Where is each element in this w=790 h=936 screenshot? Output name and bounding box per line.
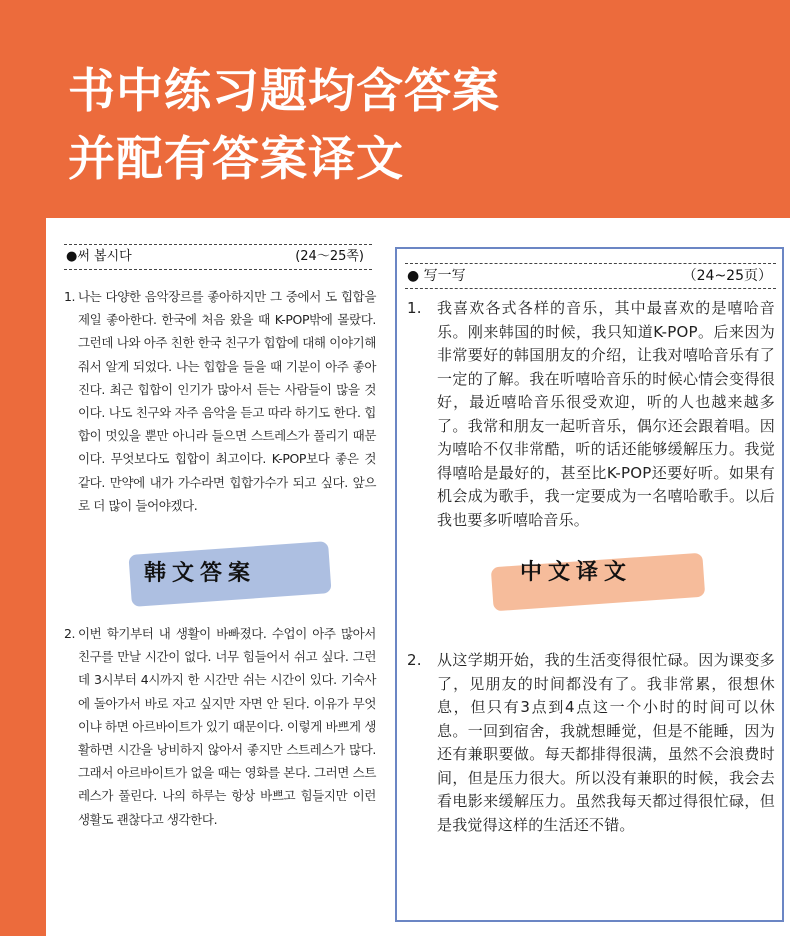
korean-section-header <box>64 244 372 270</box>
chinese-item-number: 2. <box>407 651 422 669</box>
chinese-translation-item-1 <box>405 297 775 532</box>
chinese-translation-item-2 <box>405 649 775 837</box>
korean-item-text: 나는 다양한 음악장르를 좋아하지만 그 중에서 도 힙합을 제일 좋아한다. 한국에 처음 왔을 때 K-POP밖에 몰랐다. 그런데 나와 아주 친한 한국 친구가 힙합에 대해 이야기해 줘서 알게 되었다. 나는 힙합을 들을 때 기분이 아주 좋아진다. 최근 힙합이 인기가 많아서 듣는 사람들이 많을 것이다. 나도 친구와 자주 음악을 듣고 따라 하기도 한다. 힙합이 멋있을 뿐만 아니라 들으면 스트레스가 풀리기 때문이다. 무엇보다도 힙합이 최고이다. K-POP보다 좋은 것 같다. 만약에 내가 가수라면 힙합가수가 되고 싶다. 앞으로 더 많이 들어야겠다. <box>78 289 376 513</box>
korean-item-number: 1. <box>64 289 76 304</box>
chinese-translation-stamp: 中文译文 <box>520 560 633 585</box>
banner-title-line1: 书中练习题均含答案 <box>68 64 500 119</box>
chinese-section-title: ● 写一写 <box>407 268 466 284</box>
chinese-item-number: 1. <box>407 299 422 317</box>
chinese-section-pages: （24~25页） <box>682 268 772 284</box>
banner-title <box>68 58 500 194</box>
banner-title-line2: 并配有答案译文 <box>68 132 404 187</box>
korean-item-number: 2. <box>64 626 76 641</box>
chinese-item-text: 从这学期开始，我的生活变得很忙碌。因为课变多了，见朋友的时间都没有了。我非常累，很想休息，但只有3点到4点这一个小时的时间可以休息。一回到宿舍，我就想睡觉，但是不能睡，因为还有兼职要做。每天都排得很满，虽然不会浪费时间，但是压力很大。所以没有兼职的时候，我会去看电影来缓解压力。虽然我每天都过得很忙碌，但是我觉得这样的生活还不错。 <box>437 651 775 834</box>
korean-answer-item-2 <box>64 622 376 831</box>
left-accent-strip <box>0 218 46 936</box>
header-banner <box>0 0 790 218</box>
korean-answer-item-1 <box>64 285 376 517</box>
korean-section-pages: (24～25쪽) <box>295 249 364 264</box>
korean-item-text: 이번 학기부터 내 생활이 바빠졌다. 수업이 아주 많아서 친구를 만날 시간이 없다. 너무 힘들어서 쉬고 싶다. 그런데 3시부터 4시까지 한 시간만 쉬는 시간이 있다. 기숙사에 돌아가서 바로 자고 싶지만 자면 안 된다. 이유가 무엇이냐 하면 아르바이트가 있기 때문이다. 이렇게 바쁘게 생활하면 시간을 낭비하지 않아서 좋지만 스트레스가 많다. 그래서 아르바이트가 없을 때는 영화를 본다. 그러면 스트레스가 풀린다. 나의 하루는 항상 바쁘고 힘들지만 이런 생활도 괜찮다고 생각한다. <box>78 626 376 827</box>
chinese-item-text: 我喜欢各式各样的音乐，其中最喜欢的是嘻哈音乐。刚来韩国的时候，我只知道K-POP。后来因为非常要好的韩国朋友的介绍，让我对嘻哈音乐有了一定的了解。我在听嘻哈音乐的时候心情会变得很好，最近嘻哈音乐很受欢迎，听的人也越来越多了。我常和朋友一起听音乐，偶尔还会跟着唱。因为嘻哈不仅非常酷，听的话还能够缓解压力。我觉得嘻哈是最好的，甚至比K-POP还要好听。如果有机会成为歌手，我一定要成为一名嘻哈歌手。以后我也要多听嘻哈音乐。 <box>437 299 775 529</box>
chinese-section-header <box>405 263 776 289</box>
korean-section-title: ●써 봅시다 <box>66 249 132 264</box>
korean-answer-stamp: 韩文答案 <box>144 561 257 586</box>
